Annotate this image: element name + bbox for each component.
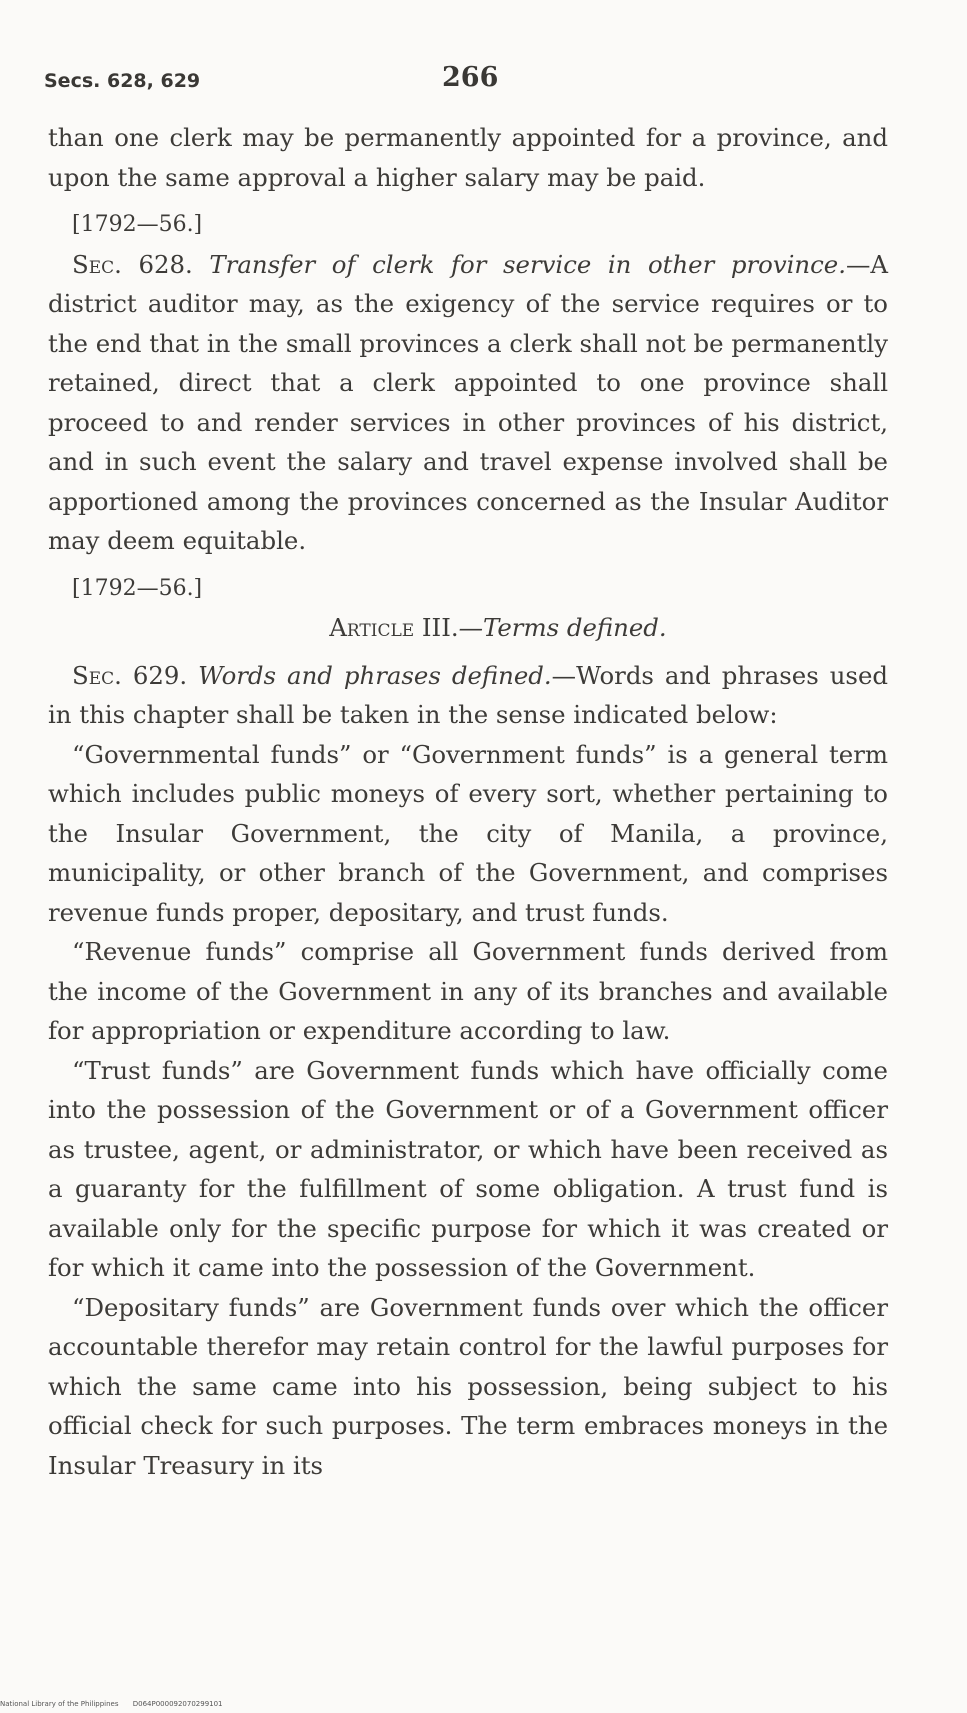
page-number: 266 (442, 62, 499, 93)
section-label: Sec. (72, 660, 122, 690)
definition-revenue-funds: “Revenue funds” comprise all Government funds derived from the income of the Government in any of its branches and available for appropriation or expenditure according to law. (48, 937, 888, 1045)
section-reference: Secs. 628, 629 (44, 70, 201, 92)
section-text: —A district auditor may, as the exigency of the service requires or to the end that in the small provinces a clerk shall not be permanently retained, direct that a clerk appointed to one province shall proceed to and render services in other provinces of his district, and in such event the salary and travel expense involved shall be apportioned among the provinces concerned as the Insular Auditor may deem equitable. (48, 249, 888, 555)
article-heading (48, 608, 888, 648)
section-number: 629. (132, 660, 188, 690)
page-body (48, 118, 888, 1485)
scan-code: D064P000092070299101 (132, 1700, 223, 1708)
page-header (42, 62, 882, 102)
section-number: 628. (138, 249, 193, 279)
library-name: National Library of the Philippines (0, 1700, 119, 1708)
section-title: Words and phrases defined. (198, 660, 552, 690)
definition-depositary-funds: “Depositary funds” are Government funds over which the officer accountable therefor may retain control for the lawful purposes for which the same came into his possession, being subject to his official check for such purposes. The term embraces moneys in the Insular Treasury in its (48, 1292, 888, 1480)
section-text: —Words and phrases used in this chapter shall be taken in the sense indicated below: (48, 660, 888, 729)
article-title: —Terms defined. (458, 613, 667, 642)
section-629 (48, 656, 888, 735)
section-628 (48, 245, 888, 561)
definition-governmental-funds: “Governmental funds” or “Government funds” is a general term which includes public moneys of every sort, whether pertaining to the Insular Government, the city of Manila, a province, municipality, or other branch of the Government, and comprises revenue funds proper, depositary, and trust funds. (48, 739, 888, 927)
section-title: Transfer of clerk for service in other province. (209, 249, 846, 279)
citation-reference: [1792—56.] (72, 212, 203, 237)
scan-footer (0, 1700, 235, 1708)
citation-reference: [1792—56.] (72, 575, 203, 601)
article-label: Article III. (329, 613, 459, 642)
section-label: Sec. (72, 249, 122, 279)
paragraph-continuation: than one clerk may be permanently appointed for a province, and upon the same approval a higher salary may be paid. (48, 123, 888, 192)
definition-trust-funds: “Trust funds” are Government funds which have officially come into the possession of the Government or of a Government officer as trustee, agent, or administrator, or which have been received as a guaranty for the fulfillment of some obligation. A trust fund is available only for the specific purpose for which it was created or for which it came into the possession of the Government. (48, 1055, 888, 1282)
